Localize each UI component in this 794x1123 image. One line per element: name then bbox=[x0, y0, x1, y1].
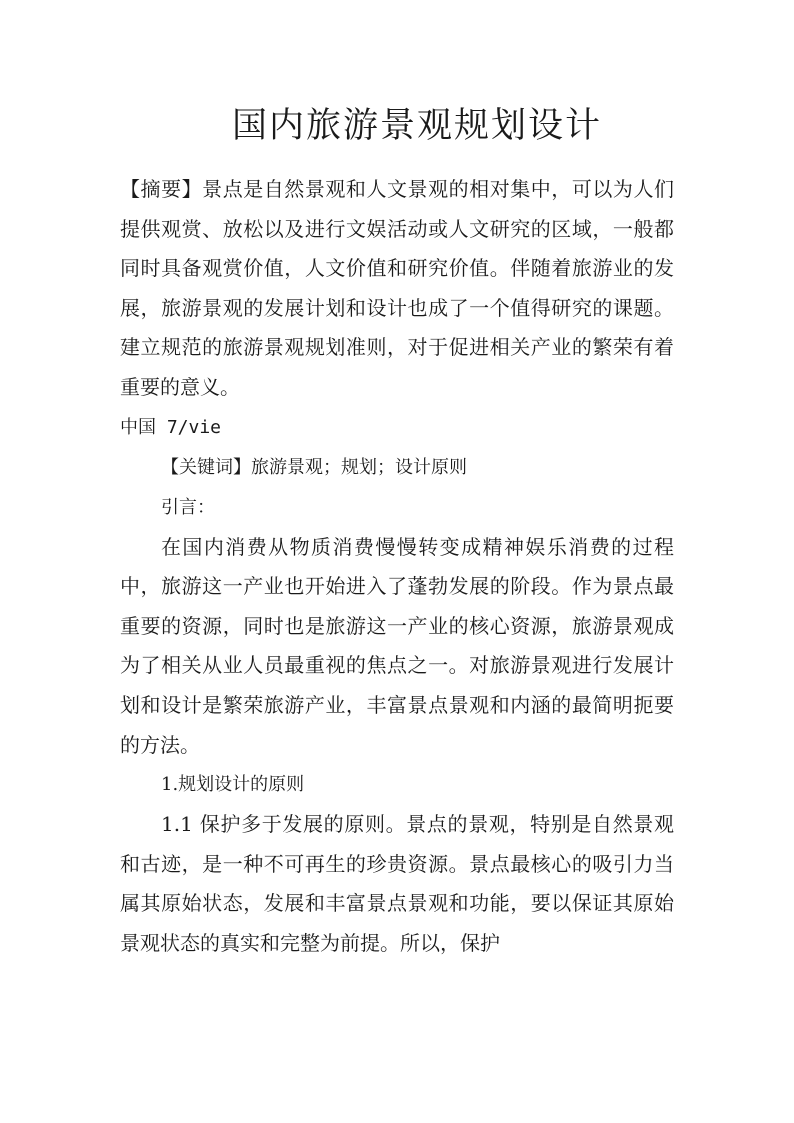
section-heading: 1.规划设计的原则 bbox=[161, 774, 305, 796]
intro-label: 引言： bbox=[161, 496, 215, 518]
source-line: 中国 7/vie bbox=[120, 416, 222, 438]
document-body bbox=[120, 170, 674, 964]
document-title: 国内旅游景观规划设计 bbox=[232, 106, 603, 146]
keywords-line: 【关键词】旅游景观；规划；设计原则 bbox=[161, 456, 467, 478]
abstract-paragraph: 【摘要】景点是自然景观和人文景观的相对集中，可以为人们提供观赏、放松以及进行文娱活动或人文研究的区域，一般都同时具备观赏价值，人文价值和研究价值。伴随着旅游业的发展，旅游景观的发展计划和设计也成了一个值得研究的课题。建立规范的旅游景观规划准则，对于促进相关产业的繁荣有着重要的意义。 bbox=[120, 177, 674, 399]
section-paragraph: 1.1 保护多于发展的原则。景点的景观，特别是自然景观和古迹，是一种不可再生的珍贵资源。景点最核心的吸引力当属其原始状态，发展和丰富景点景观和功能，要以保证其原始景观状态的真实和完整为前提。所以，保护 bbox=[120, 812, 674, 955]
intro-paragraph: 在国内消费从物质消费慢慢转变成精神娱乐消费的过程中，旅游这一产业也开始进入了蓬勃发展的阶段。作为景点最重要的资源，同时也是旅游这一产业的核心资源，旅游景观成为了相关从业人员最重视的焦点之一。对旅游景观进行发展计划和设计是繁荣旅游产业，丰富景点景观和内涵的最简明扼要的方法。 bbox=[120, 534, 674, 757]
